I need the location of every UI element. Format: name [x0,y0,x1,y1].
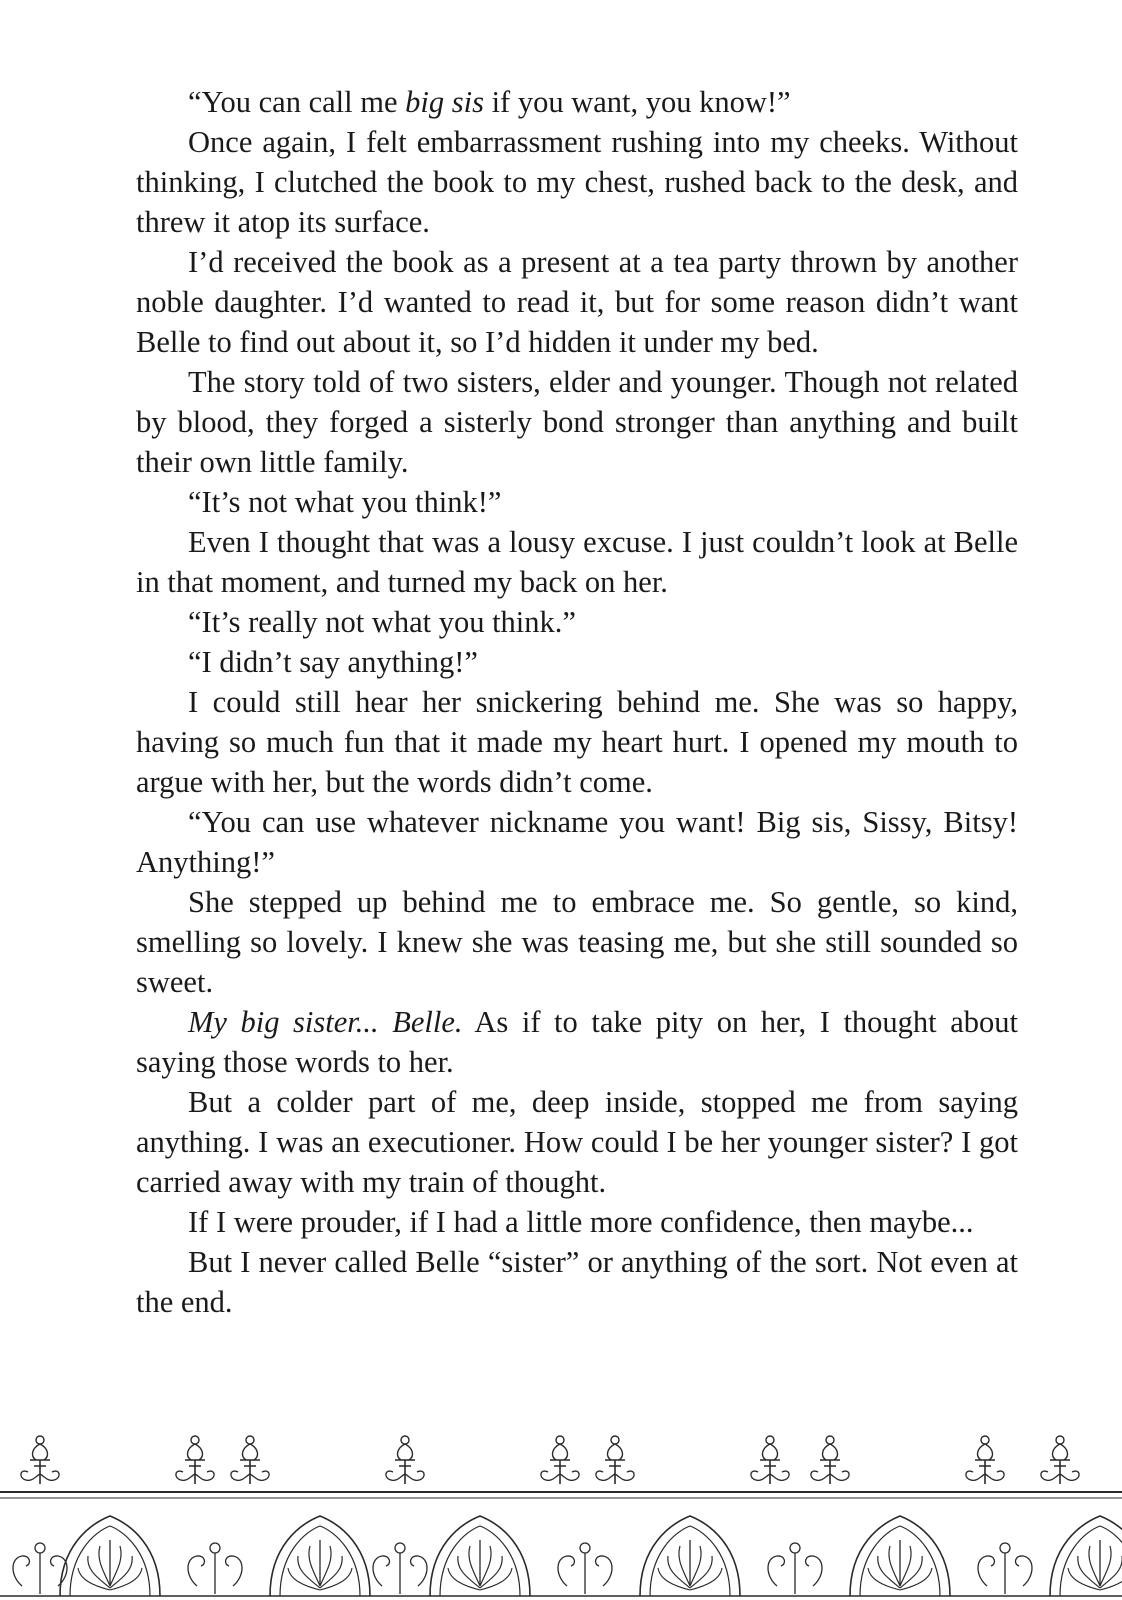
ornamental-border [0,1430,1122,1600]
paragraph: “You can use whatever nickname you want! Big sis, Sissy, Bitsy! Anything!” [136,805,1018,879]
paragraph: I’d received the book as a present at a tea party thrown by another noble daughter. I’d wanted to read it, but for some reason didn’t want Belle to find out about it, so I’d hidden it under my bed. [136,245,1018,359]
paragraph: “You can call me big sis if you want, you know!” [188,85,791,119]
paragraph: Once again, I felt embarrassment rushing into my cheeks. Without thinking, I clutched the book to my chest, rushed back to the desk, and threw it atop its surface. [136,125,1018,239]
paragraph: But I never called Belle “sister” or anything of the sort. Not even at the end. [136,1245,1018,1319]
paragraph: The story told of two sisters, elder and younger. Though not related by blood, they forged a sisterly bond stronger than anything and built their own little family. [136,365,1018,479]
paragraph: “It’s really not what you think.” [188,605,576,639]
paragraph: “I didn’t say anything!” [188,645,478,679]
paragraph: But a colder part of me, deep inside, stopped me from saying anything. I was an executioner. How could I be her younger sister? I got carried away with my train of thought. [136,1085,1018,1199]
paragraph: My big sister... Belle. As if to take pity on her, I thought about saying those words to her. [136,1005,1018,1079]
body-text [136,82,1018,1322]
paragraph: Even I thought that was a lousy excuse. I just couldn’t look at Belle in that moment, and turned my back on her. [136,525,1018,599]
paragraph: If I were prouder, if I had a little more confidence, then maybe... [188,1205,974,1239]
paragraph: I could still hear her snickering behind me. She was so happy, having so much fun that it made my heart hurt. I opened my mouth to argue with her, but the words didn’t come. [136,685,1018,799]
paragraph: She stepped up behind me to embrace me. So gentle, so kind, smelling so lovely. I knew she was teasing me, but she still sounded so sweet. [136,885,1018,999]
paragraph: “It’s not what you think!” [188,485,502,519]
